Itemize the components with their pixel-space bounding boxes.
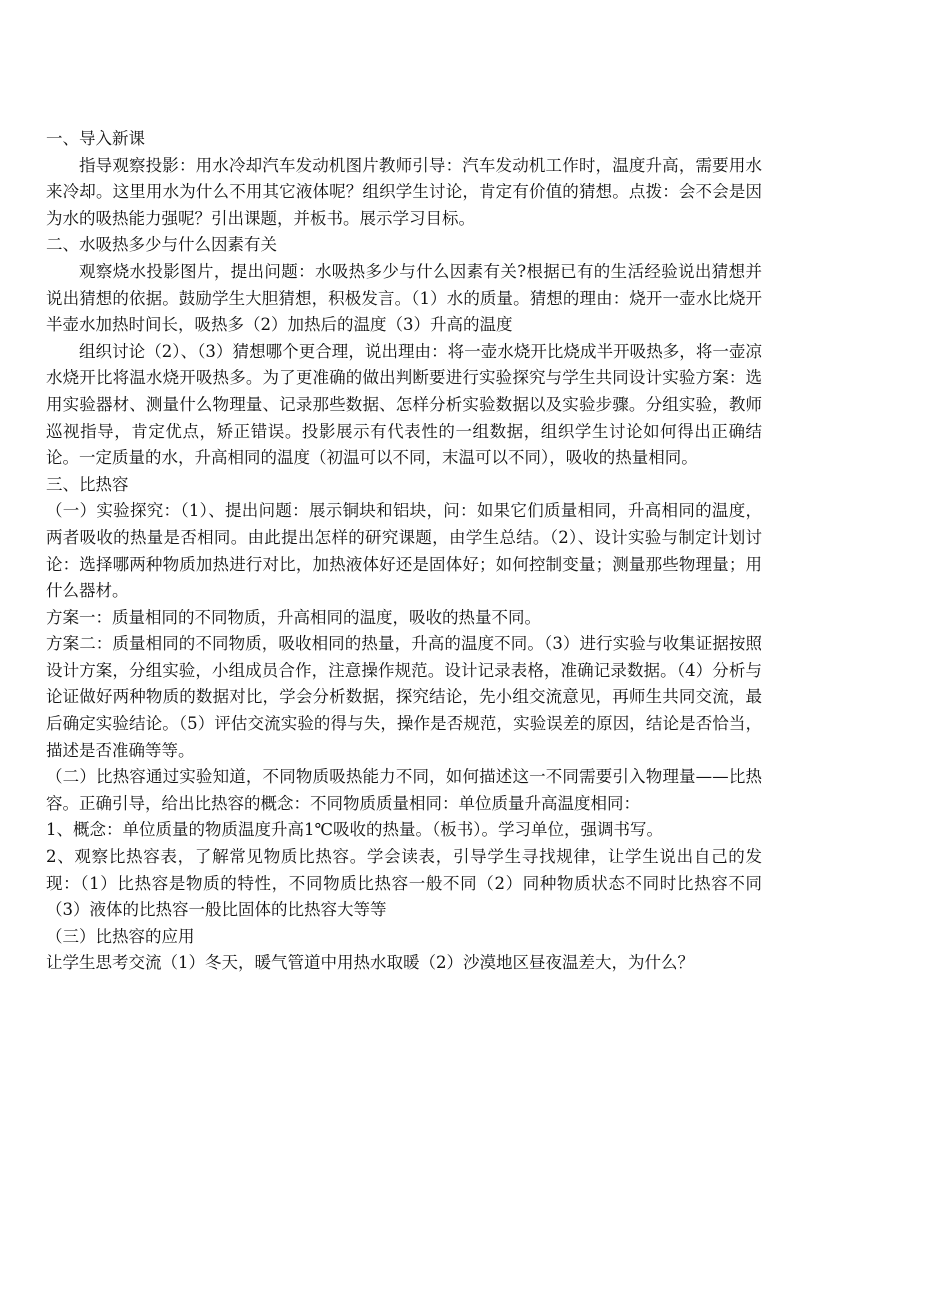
paragraph-application: 让学生思考交流（1）冬天，暖气管道中用热水取暖（2）沙漠地区昼夜温差大，为什么？ — [46, 953, 694, 973]
section-heading-intro: 一、导入新课 — [46, 129, 145, 148]
paragraph-intro: 指导观察投影：用水冷却汽车发动机图片教师引导：汽车发动机工作时，温度升高，需要用水来冷却。这里用水为什么不用其它液体呢？组织学生讨论，肯定有价值的猜想。点拨：会不会是因为水的吸热能力强呢？引出课题，并板书。展示学习目标。 — [46, 155, 762, 228]
paragraph-concept: 1、概念：单位质量的物质温度升高1℃吸收的热量。（板书）。学习单位，强调书写。 — [46, 820, 663, 840]
section-heading-specific-heat: 三、比热容 — [46, 474, 129, 494]
paragraph-experiment: （一）实验探究：（1）、提出问题：展示铜块和铝块，问：如果它们质量相同，升高相同的温度，两者吸收的热量是否相同。由此提出怎样的研究课题，由学生总结。（2）、设计实验与制定计划讨论：选择哪两种物质加热进行对比，加热液体好还是固体好；如何控制变量；测量那些物理量；用什么器材。 — [46, 501, 762, 601]
section-heading-water-heat: 二、水吸热多少与什么因素有关 — [46, 235, 277, 255]
paragraph-plan-one: 方案一：质量相同的不同物质，升高相同的温度，吸收的热量不同。 — [46, 607, 541, 627]
paragraph-table: 2、观察比热容表，了解常见物质比热容。学会读表，引导学生寻找规律，让学生说出自己的发现：（1）比热容是物质的特性，不同物质比热容一般不同（2）同种物质状态不同时比热容不同（3）液体的比热容一般比固体的比热容大等等 — [46, 847, 762, 920]
paragraph-observe: 观察烧水投影图片，提出问题：水吸热多少与什么因素有关?根据已有的生活经验说出猜想并说出猜想的依据。鼓励学生大胆猜想，积极发言。（1）水的质量。猜想的理由：烧开一壶水比烧开半壶水加热时间长，吸热多（2）加热后的温度（3）升高的温度 — [46, 261, 762, 335]
paragraph-discussion: 组织讨论（2）、（3）猜想哪个更合理，说出理由：将一壶水烧开比烧成半开吸热多，将一壶凉水烧开比将温水烧开吸热多。为了更准确的做出判断要进行实验探究与学生共同设计实验方案：选用实验器材、测量什么物理量、记录那些数据、怎样分析实验数据以及实验步骤。分组实验，教师巡视指导，肯定优点，矫正错误。投影展示有代表性的一组数据，组织学生讨论如何得出正确结论。一定质量的水，升高相同的温度（初温可以不同，末温可以不同），吸收的热量相同。 — [46, 341, 762, 468]
document-body — [46, 126, 762, 977]
paragraph-plan-two: 方案二：质量相同的不同物质，吸收相同的热量，升高的温度不同。（3）进行实验与收集证据按照设计方案，分组实验，小组成员合作，注意操作规范。设计记录表格，准确记录数据。（4）分析与论证做好两种物质的数据对比，学会分析数据，探究结论，先小组交流意见，再师生共同交流，最后确定实验结论。（5）评估交流实验的得与失，操作是否规范，实验误差的原因，结论是否恰当，描述是否准确等等。 — [46, 634, 762, 760]
paragraph-specific-heat-intro: （二）比热容通过实验知道，不同物质吸热能力不同，如何描述这一不同需要引入物理量——比热容。正确引导，给出比热容的概念：不同物质质量相同：单位质量升高温度相同： — [46, 767, 762, 813]
paragraph-application-heading: （三）比热容的应用 — [46, 926, 195, 946]
